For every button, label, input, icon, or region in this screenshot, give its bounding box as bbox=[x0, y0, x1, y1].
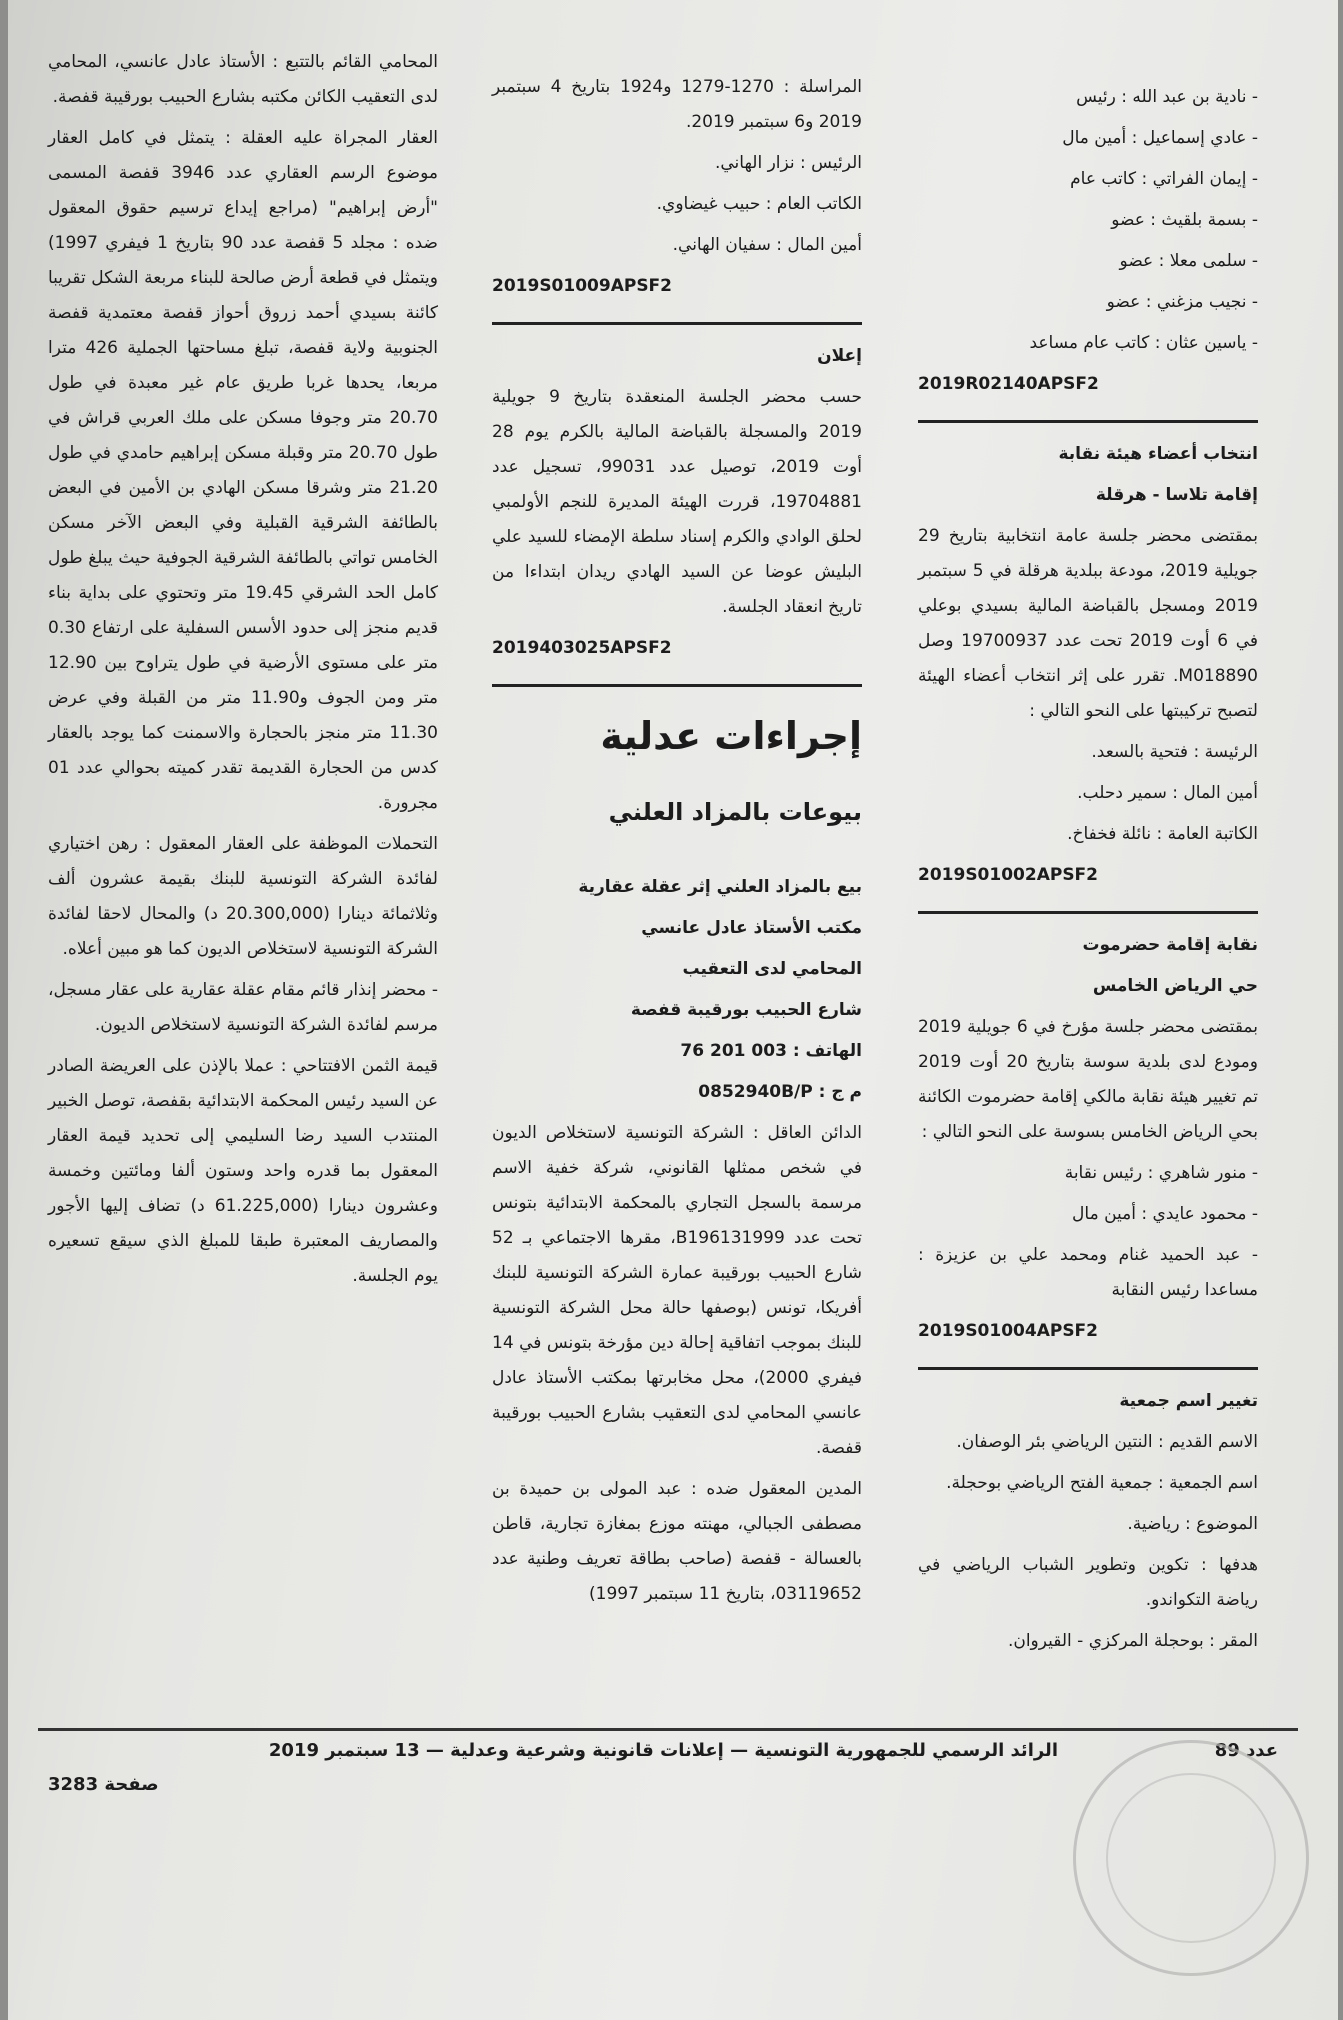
page-number: صفحة 3283 bbox=[48, 1774, 159, 1795]
subsection-heading: بيوعات بالمزاد العلني bbox=[608, 798, 862, 826]
section-body: بمقتضى محضر جلسة عامة انتخابية بتاريخ 29 جويلية 2019، مودعة ببلدية هرقلة في 5 سبتمبر 2019 ومسجل بالقباضة المالية بسيدي بوعلي في 6 أوت 2019 تحت عدد 19700937 وصل M018890. تقرر على إثر انتخاب أعضاء الهيئة لتصبح تركيبتها على النحو التالي : bbox=[918, 526, 1258, 721]
reference-code: 2019403025APSF2 bbox=[492, 638, 672, 658]
notice-body: حسب محضر الجلسة المنعقدة بتاريخ 9 جويلية 2019 والمسجلة بالقباضة المالية بالكرم يوم 28 أوت 2019، توصيل عدد 99031، تسجيل عدد 19704881، قررت الهيئة المديرة للنجم الأولمبي لحلق الوادي والكرم إسناد سلطة الإمضاء للسيد علي البليش عوضا عن السيد الهادي ريدان ابتداءا من تاريخ انعقاد الجلسة. bbox=[492, 387, 862, 617]
text-line: المراسلة : 1270-1279 و1924 بتاريخ 4 سبتمبر 2019 و6 سبتمبر 2019. bbox=[492, 77, 863, 132]
list-item: اسم الجمعية : جمعية الفتح الرياضي بوحجلة. bbox=[946, 1473, 1258, 1493]
footer-divider bbox=[38, 1728, 1298, 1731]
burdens-paragraph: التحملات الموظفة على العقار المعقول : رهن اختياري لفائدة الشركة التونسية للبنك بقيمة عشرون ألف وثلاثمائة دينارا (20.300,000 د) والمحال لاحقا لفائدة الشركة التونسية لاستخلاص الديون كما هو مبين أعلاه. bbox=[48, 834, 438, 959]
member-line: - نجيب مزغني : عضو bbox=[1106, 292, 1258, 312]
list-item: - محمود عايدي : أمين مال bbox=[1072, 1204, 1258, 1224]
sale-header-line: شارع الحبيب بورقيبة قفصة bbox=[630, 1000, 862, 1020]
divider bbox=[918, 1367, 1258, 1370]
divider bbox=[492, 322, 862, 325]
member-line: - ياسين عثان : كاتب عام مساعد bbox=[1029, 333, 1258, 353]
divider bbox=[918, 420, 1258, 423]
reference-code: 2019S01002APSF2 bbox=[918, 865, 1099, 885]
list-item: الكاتبة العامة : نائلة فخفاخ. bbox=[1067, 824, 1258, 844]
official-stamp bbox=[1073, 1740, 1309, 1976]
member-line: - بسمة بلقيث : عضو bbox=[1111, 210, 1258, 230]
notice-paragraph: - محضر إنذار قائم مقام عقلة عقارية على عقار مسجل، مرسم لفائدة الشركة التونسية لاستخلاص الديون. bbox=[48, 980, 438, 1035]
section-heading: إجراءات عدلية bbox=[600, 714, 862, 758]
sale-header-line: بيع بالمزاد العلني إثر عقلة عقارية bbox=[578, 877, 862, 897]
divider bbox=[918, 911, 1258, 914]
list-item: هدفها : تكوين وتطوير الشباب الرياضي في رياضة التكواندو. bbox=[918, 1555, 1258, 1610]
section-subtitle: إقامة تلاسا - هرقلة bbox=[1095, 485, 1258, 505]
section-subtitle: حي الرياض الخامس bbox=[1092, 976, 1258, 996]
list-item: الرئيسة : فتحية بالسعد. bbox=[1091, 742, 1258, 762]
gazette-page bbox=[8, 0, 1338, 2020]
sale-header-line: مكتب الأستاذ عادل عانسي bbox=[641, 918, 862, 938]
reference-code: 2019S01004APSF2 bbox=[918, 1321, 1099, 1341]
section-title: تغيير اسم جمعية bbox=[1119, 1391, 1258, 1411]
middle-column bbox=[492, 70, 862, 1618]
price-paragraph: قيمة الثمن الافتتاحي : عملا بالإذن على العريضة الصادر عن السيد رئيس المحكمة الابتدائية بقفصة، توصل الخبير المنتدب السيد رضا السليمي إلى تحديد قيمة العقار المعقول بما قدره واحد وستون ألفا ومائتين وخمسة وعشرون دينارا (61.225,000 د) تضاف إليها الأجور والمصاريف المعتبرة طبقا للمبلغ الذي سيقع تسعيره يوم الجلسة. bbox=[48, 1056, 439, 1286]
section-body: بمقتضى محضر جلسة مؤرخ في 6 جويلية 2019 ومودع لدى بلدية سوسة بتاريخ 20 أوت 2019 تم تغيير هيئة نقابة مالكي إقامة حضرموت الكائنة بحي الرياض الخامس بسوسة على النحو التالي : bbox=[918, 1017, 1258, 1142]
notice-title: إعلان bbox=[817, 346, 862, 366]
text-line: أمين المال : سفيان الهاني. bbox=[672, 235, 862, 255]
list-item: - عبد الحميد غنام ومحمد علي بن عزيزة : مساعدا رئيس النقابة bbox=[918, 1245, 1258, 1300]
lawyer-paragraph: المحامي القائم بالتتبع : الأستاذ عادل عانسي، المحامي لدى التعقيب الكائن مكتبه بشارع الحبيب بورقيبة قفصة. bbox=[48, 52, 438, 107]
gazette-title: الرائد الرسمي للجمهورية التونسية — إعلانات قانونية وشرعية وعدلية — 13 سبتمبر 2019 bbox=[268, 1740, 1058, 1761]
list-item: الاسم القديم : النتين الرياضي بئر الوصفان. bbox=[956, 1432, 1258, 1452]
creditor-paragraph: الدائن العاقل : الشركة التونسية لاستخلاص الديون في شخص ممثلها القانوني، شركة خفية الاسم مرسمة بالسجل التجاري بالمحكمة الابتدائية بتونس تحت عدد B196131999، مقرها الاجتماعي بـ 52 شارع الحبيب بورقيبة عمارة الشركة التونسية للبنك أفريكا، تونس (بوصفها حالة محل الشركة التونسية للبنك بموجب اتفاقية إحالة دين مؤرخة بتونس في 14 فيفري 2000)، محل مخابرتها بمكتب الأستاذ عادل عانسي المحامي لدى التعقيب بشارع الحبيب بورقيبة قفصة. bbox=[492, 1123, 862, 1458]
left-column bbox=[48, 45, 438, 1300]
member-line: - سلمى معلا : عضو bbox=[1119, 251, 1258, 271]
reference-code: 2019S01009APSF2 bbox=[492, 276, 673, 296]
list-item: - منور شاهري : رئيس نقابة bbox=[1064, 1163, 1258, 1183]
member-line: - نادية بن عبد الله : رئيس bbox=[1076, 87, 1258, 107]
divider bbox=[492, 684, 862, 687]
right-column bbox=[918, 80, 1258, 1665]
sale-header-line: م ج : 0852940B/P bbox=[698, 1082, 862, 1102]
property-paragraph: العقار المجراة عليه العقلة : يتمثل في كامل العقار موضوع الرسم العقاري عدد 3946 قفصة المسمى "أرض إبراهيم" (مراجع إيداع ترسيم حقوق المعقول ضده : مجلد 5 قفصة عدد 90 بتاريخ 1 فيفري 1997) ويتمثل في قطعة أرض صالحة للبناء مربعة الشكل تقريبا كائنة بسيدي أحمد زروق أحواز قفصة معتمدية قفصة الجنوبية ولاية قفصة، تبلغ مساحتها الجملية 426 مترا مربعا، يحدها غربا طريق عام غير معبدة في طول 20.70 متر وجوفا مسكن على ملك العربي قراش في طول 20.70 متر وقبلة مسكن إبراهيم حامدي في طول 21.20 متر وشرقا مسكن الهادي بن الأمين في البعض بالطائفة الشرقية القبلية وفي البعض الآخر مسكن الخامس تواتي بالطائفة الشرقية الجوفية حيث يبلغ طول كامل الحد الشرقي 19.45 متر وتحتوي على بداية بناء قديم منجز إلى حدود الأسس السفلية على ارتفاع 0.30 متر على مستوى الأرضية في طول يتراوح بين 12.90 متر ومن الجوف و11.90 متر من القبلة وفي عرض 11.30 متر منجز بالحجارة والاسمنت كما يوجد بالعقار كدس من الحجارة القديمة تقدر كميته بحوالي عدد 01 مجرورة. bbox=[48, 128, 439, 813]
list-item: أمين المال : سمير دحلب. bbox=[1077, 783, 1258, 803]
text-line: الرئيس : نزار الهاني. bbox=[714, 153, 862, 173]
member-line: - إيمان الفراتي : كاتب عام bbox=[1070, 169, 1258, 189]
text-line: الكاتب العام : حبيب غيضاوي. bbox=[656, 194, 862, 214]
sale-header-line: المحامي لدى التعقيب bbox=[682, 959, 862, 979]
debtor-paragraph: المدين المعقول ضده : عبد المولى بن حميدة بن مصطفى الجبالي، مهنته موزع بمغازة تجارية، قاطن بالعسالة - قفصة (صاحب بطاقة تعريف وطنية عدد 03119652، بتاريخ 11 سبتمبر 1997) bbox=[492, 1479, 862, 1604]
member-line: - عادي إسماعيل : أمين مال bbox=[1062, 128, 1258, 148]
section-title: نقابة إقامة حضرموت bbox=[1082, 935, 1258, 955]
reference-code: 2019R02140APSF2 bbox=[918, 374, 1099, 394]
section-title: انتخاب أعضاء هيئة نقابة bbox=[1058, 444, 1258, 464]
list-item: المقر : بوحجلة المركزي - القيروان. bbox=[1007, 1631, 1258, 1651]
list-item: الموضوع : رياضية. bbox=[1127, 1514, 1258, 1534]
sale-header-line: الهاتف : 003 201 76 bbox=[680, 1041, 862, 1061]
issue-number: عدد 89 bbox=[1214, 1740, 1278, 1761]
